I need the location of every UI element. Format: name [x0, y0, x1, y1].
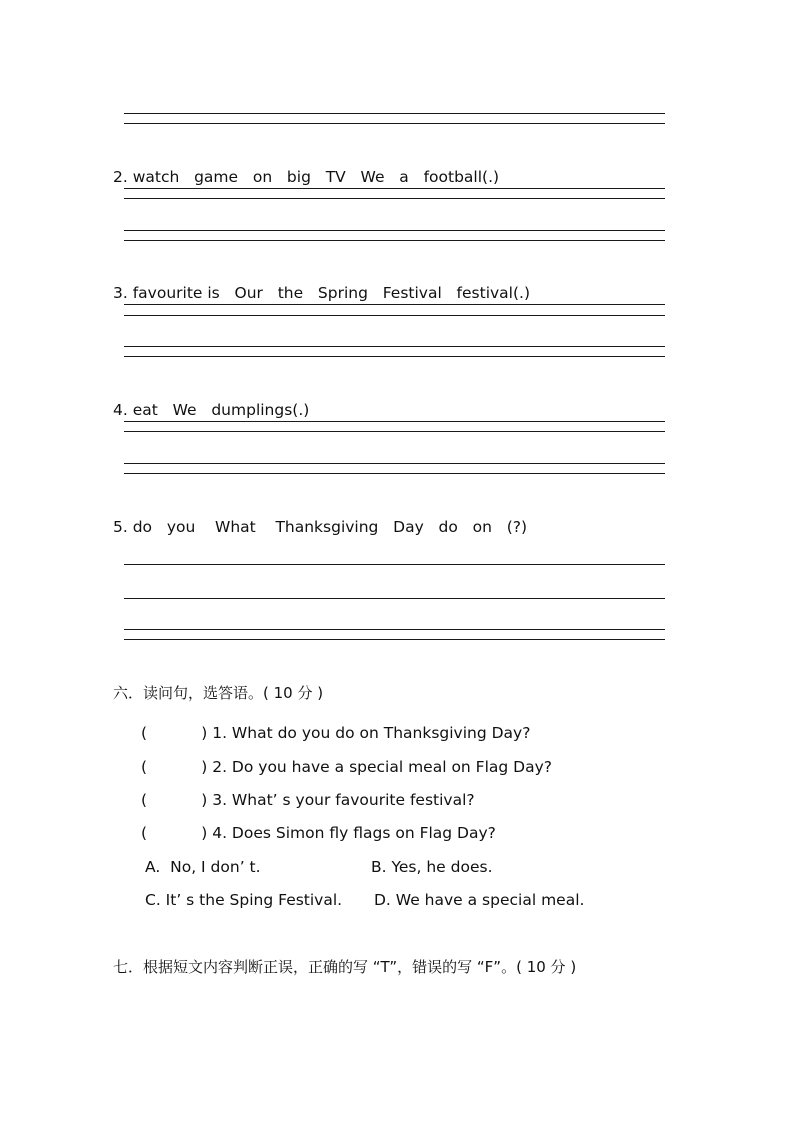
answer-line[interactable] [124, 240, 665, 241]
rearrange-question-3: 3. favourite is Our the Spring Festival festival(.) [113, 284, 531, 302]
option-c: C. It’ s the Sping Festival. [145, 891, 343, 909]
rearrange-question-4: 4. eat We dumplings(.) [113, 401, 310, 419]
answer-line[interactable] [124, 629, 665, 630]
answer-line[interactable] [124, 315, 665, 316]
choice-question-3[interactable]: ( ) 3. What’ s your favourite festival? [141, 791, 475, 809]
answer-line[interactable] [124, 230, 665, 231]
answer-line[interactable] [124, 356, 665, 357]
section-7-heading: 七．根据短文内容判断正误，正确的写 “T”，错误的写 “F”。( 10 分 ) [113, 958, 577, 976]
answer-line[interactable] [124, 639, 665, 640]
section-6-heading: 六．读问句，选答语。( 10 分 ) [113, 684, 324, 702]
answer-line[interactable] [124, 598, 665, 599]
answer-line[interactable] [124, 421, 665, 422]
option-b: B. Yes, he does. [371, 858, 493, 876]
choice-question-4[interactable]: ( ) 4. Does Simon fly flags on Flag Day? [141, 824, 496, 842]
answer-line[interactable] [124, 463, 665, 464]
answer-line[interactable] [124, 113, 665, 114]
answer-line[interactable] [124, 123, 665, 124]
answer-line[interactable] [124, 473, 665, 474]
option-d: D. We have a special meal. [374, 891, 585, 909]
choice-question-2[interactable]: ( ) 2. Do you have a special meal on Flag Day? [141, 758, 552, 776]
answer-line[interactable] [124, 198, 665, 199]
answer-line[interactable] [124, 431, 665, 432]
choice-question-1[interactable]: ( ) 1. What do you do on Thanksgiving Day? [141, 724, 531, 742]
answer-line[interactable] [124, 564, 665, 565]
rearrange-question-2: 2. watch game on big TV We a football(.) [113, 168, 500, 186]
answer-line[interactable] [124, 346, 665, 347]
rearrange-question-5: 5. do you What Thanksgiving Day do on (?) [113, 518, 528, 536]
option-a: A. No, I don’ t. [145, 858, 261, 876]
answer-line[interactable] [124, 188, 665, 189]
answer-line[interactable] [124, 304, 665, 305]
